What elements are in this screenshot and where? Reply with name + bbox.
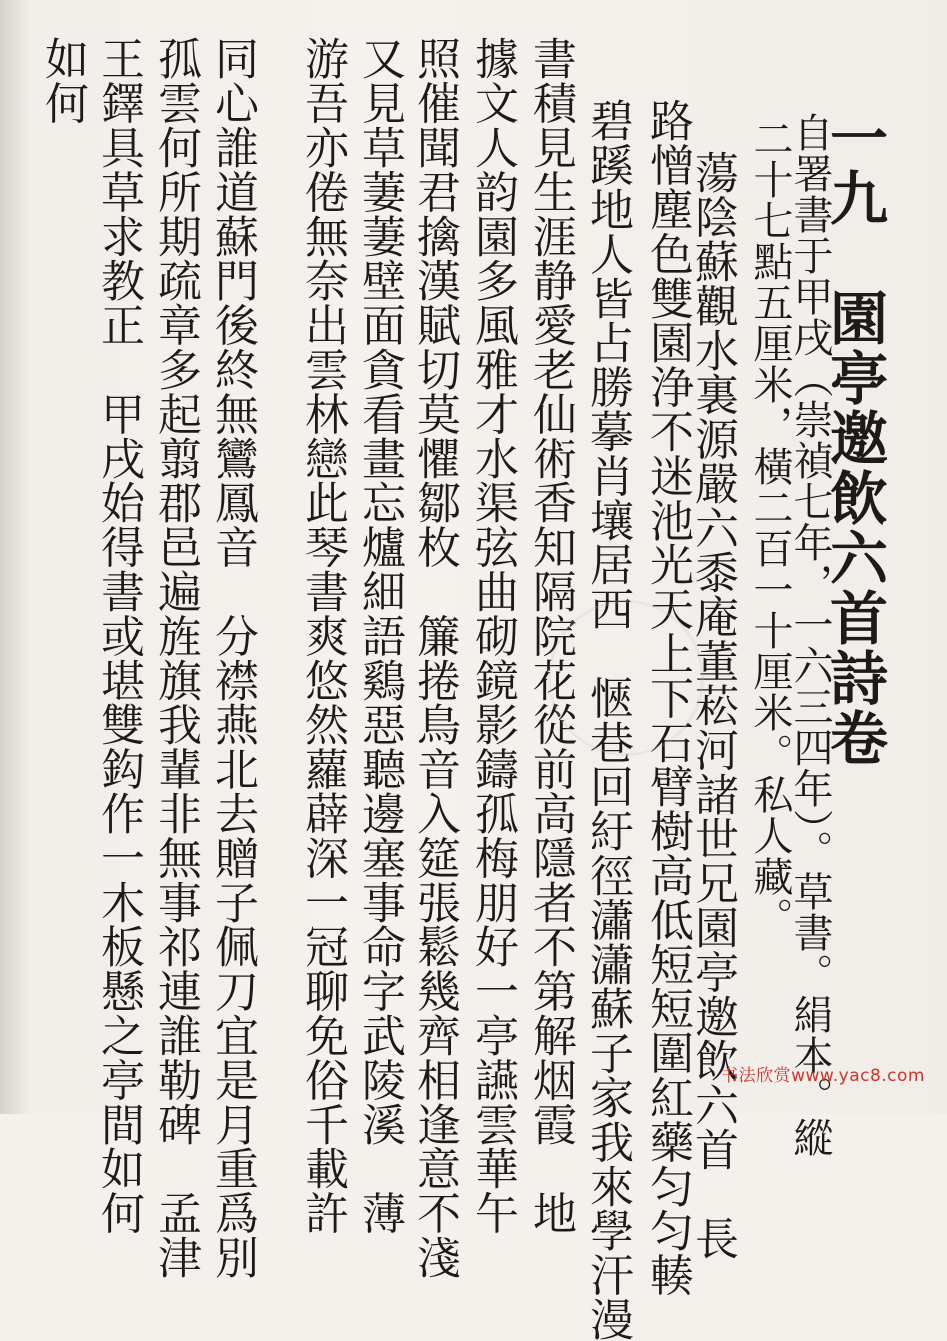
meta-line-1: 自署書于甲戌（崇禎七年，一六三四年）。草書。絹本。縱 [787, 112, 833, 1158]
poem-column-2: 路憎塵色雙園浄不迷池光天上下石臂樹高低短短圍紅藥匀匀輳 [642, 98, 693, 1297]
site-watermark: 书法欣赏www.yac8.com [721, 1066, 925, 1086]
poem-column-6: 照催聞君擒漢賦切莫懼鄒枚 簾捲鳥音入筵張鬆幾齊相逢意不淺 [409, 36, 460, 1280]
poem-column-11: 王鐸具草求教正 甲戌始得書或堪雙鈎作一木板懸之亭間如何 [93, 36, 144, 1235]
page-gutter-shadow [0, 0, 30, 1114]
poem-column-7: 又見草萋萋壁面貪看畫忘爐細語鷄惡聽邊塞事命字武陵溪 薄 [354, 36, 405, 1235]
poem-column-12: 如何 [37, 36, 88, 125]
poem-column-4: 書積見生涯静愛老仙術香知隔院花從前高隱者不第解烟霞 地 [525, 36, 576, 1235]
meta-line-2: 二十七點五厘米，橫二百一十厘米。私人藏。 [747, 118, 793, 938]
poem-column-8: 游吾亦倦無奈出雲林戀此琴書爽悠然蘿薜深一冠聊免俗千載許 [297, 36, 348, 1235]
poem-column-9: 同心誰道蘇門後終無鸞鳳音 分襟燕北去贈子佩刀宜是月重爲別 [207, 36, 258, 1280]
poem-column-1: 蕩陰蘇觀水裏源嚴六黍庵董菘河諸世兄園亭邀飲六首 長 [687, 150, 738, 1260]
poem-column-5: 據文人韵園多風雅才水渠弦曲砌鏡影鑄孤梅朋好一亭讌雲華午 [467, 36, 518, 1235]
poem-column-3: 碧蹊地人皆占勝摹肖壤居西 愜巷回紆徑瀟瀟蘇子家我來學汗漫 [582, 98, 633, 1341]
document-title: 一九 園亭邀飲六首詩卷 [820, 108, 888, 768]
faint-watermark-seal [548, 600, 704, 756]
poem-column-10: 孤雲何所期疏章多起翦郡邑遍旌旗我輩非無事祁連誰勒碑 孟津 [150, 36, 201, 1280]
